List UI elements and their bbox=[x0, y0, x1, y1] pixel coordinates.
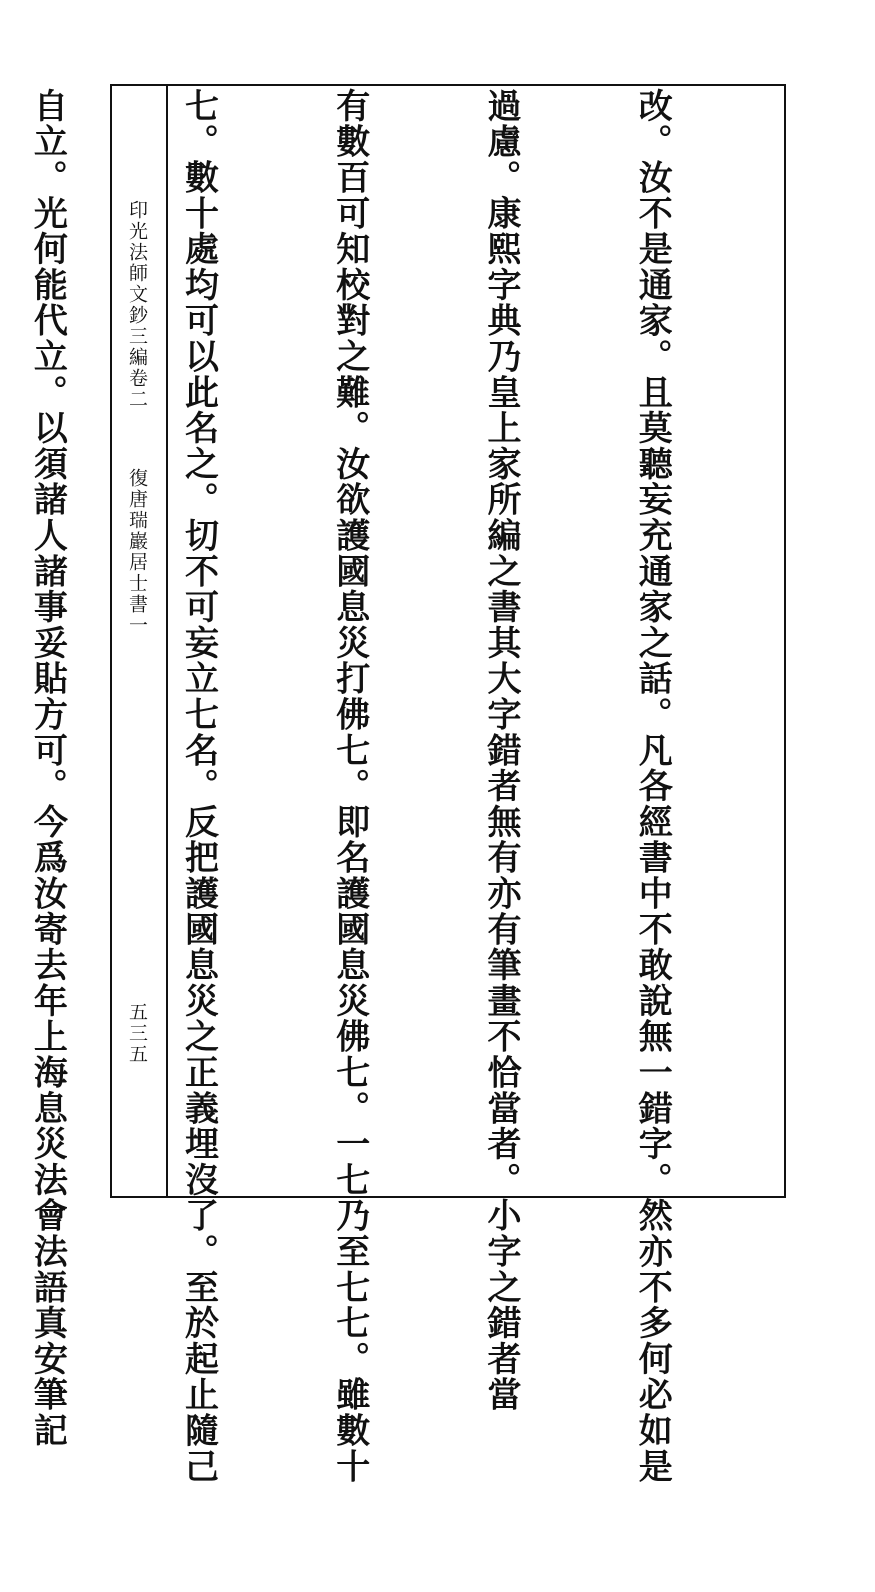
text-column: 改。汝不是通家。且莫聽妄充通家之話。凡各經書中不敢說無一錯字。然亦不多何必如是 bbox=[632, 88, 673, 1485]
text-column: 自立。光何能代立。以須諸人諸事妥貼方可。今爲汝寄去年上海息災法會法語真安筆記 bbox=[27, 88, 68, 1449]
text-column: 七。數十處均可以此名之。切不可妄立七名。反把護國息災之正義埋沒了。至於起止隨己 bbox=[178, 88, 219, 1485]
running-section-title: 復唐瑞巖居士書一 bbox=[126, 468, 148, 636]
text-column: 過慮。康熙字典乃皇上家所編之書其大字錯者無有亦有筆畫不恰當者。小字之錯者當 bbox=[480, 88, 521, 1413]
page-number: 五三五 bbox=[126, 1002, 148, 1065]
book-title: 印光法師文鈔三編卷二 bbox=[126, 200, 148, 410]
text-column: 有數百可知校對之難。汝欲護國息災打佛七。即名護國息災佛七。一七乃至七七。雖數十 bbox=[329, 88, 370, 1485]
